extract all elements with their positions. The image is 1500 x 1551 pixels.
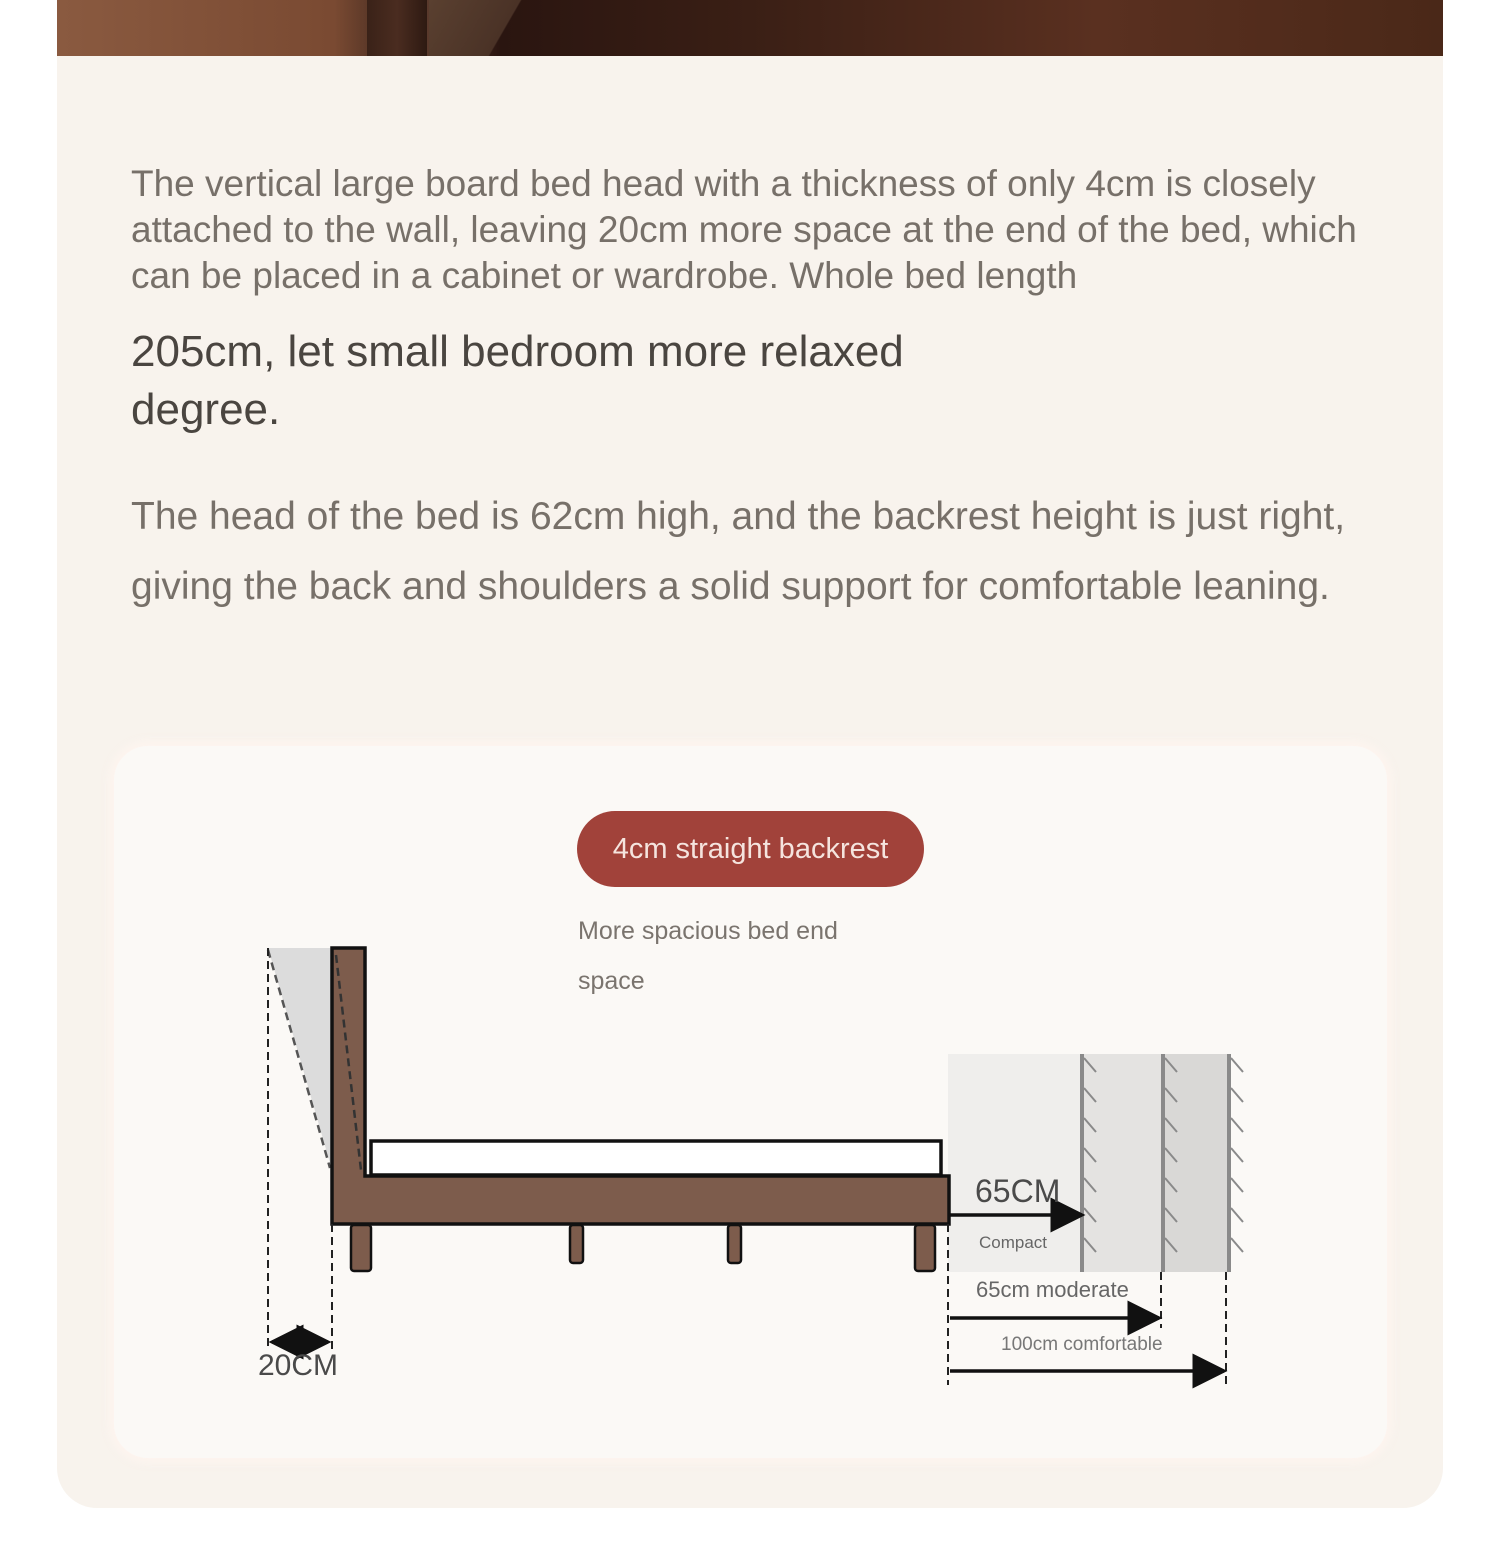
bed-frame [332,948,949,1271]
compact-label: Compact [979,1233,1048,1252]
backrest-badge: 4cm straight backrest [577,811,924,887]
description-paragraph-2: 205cm, let small bedroom more relaxed degree. [131,327,904,434]
moderate-label: 65cm moderate [976,1277,1129,1302]
description-paragraph-3: The head of the bed is 62cm high, and the backrest height is just right, giving the back and shoulders a solid support for comfortable leaning. [131,495,1346,608]
description-paragraph-1: The vertical large board bed head with a thickness of only 4cm is closely attached to the wall, leaving 20cm more space at the end of the bed, which can be placed in a cabinet or wardrobe. Whole bed length [131,163,1357,296]
headboard-gap-label: 20CM [258,1349,339,1382]
mattress [371,1141,941,1175]
comfortable-label: 100cm comfortable [1001,1334,1163,1355]
end-gap-label: 65CM [975,1173,1061,1209]
diagram-subtitle: More spacious bed end space [578,917,838,995]
